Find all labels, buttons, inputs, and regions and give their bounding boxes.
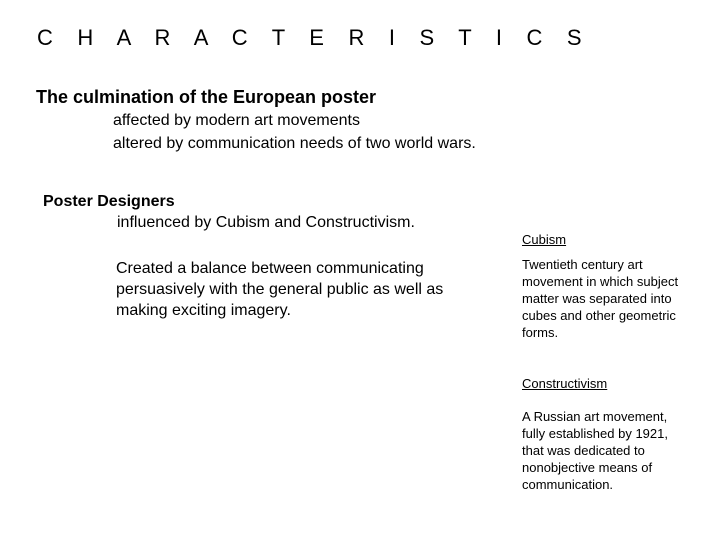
main-heading: The culmination of the European poster xyxy=(36,87,377,107)
balance-paragraph: Created a balance between communicating persuasively with the general public as well as making exciting imagery. xyxy=(116,260,444,319)
term-cubism: Cubism xyxy=(522,232,567,247)
definition-cubism: Twentieth century art movement in which subject matter was separated into cubes and other geometric forms. xyxy=(522,257,679,340)
term-constructivism: Constructivism xyxy=(522,376,608,391)
designers-subpoint: influenced by Cubism and Constructivism. xyxy=(117,214,415,231)
definition-constructivism: A Russian art movement, fully established by 1921, that was dedicated to nonobjective means of communication. xyxy=(522,409,668,492)
designers-heading: Poster Designers xyxy=(43,193,175,210)
heading-subpoint-2: altered by communication needs of two world wars. xyxy=(113,135,476,152)
heading-subpoint-1: affected by modern art movements xyxy=(113,112,360,129)
slide-title: C H A R A C T E R I S T I C S xyxy=(37,25,591,50)
